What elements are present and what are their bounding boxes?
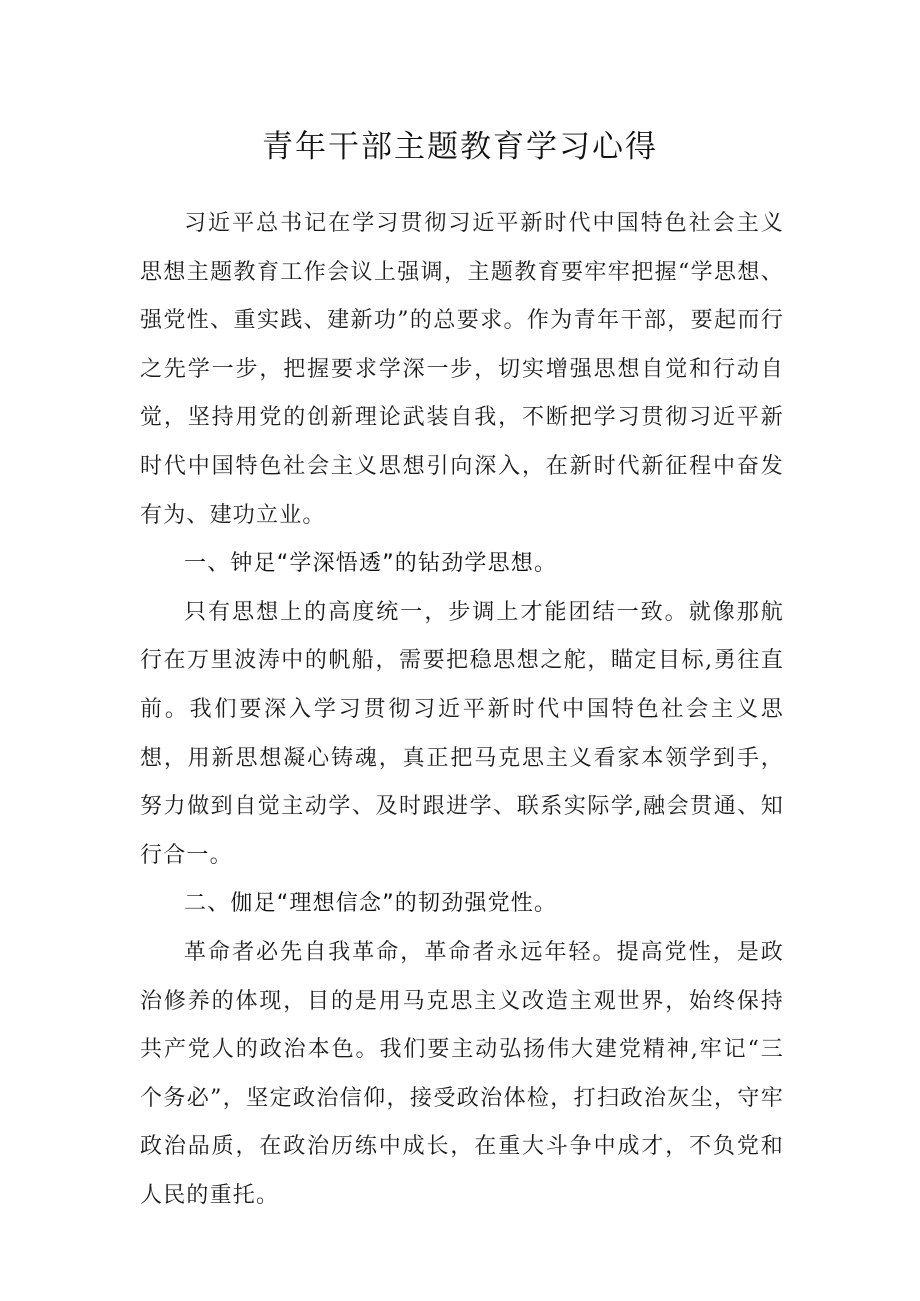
section-heading-1: 一、钟足“学深悟透”的钻劲学思想。: [184, 551, 558, 577]
section-paragraph-1: 只有思想上的高度统一，步调上才能团结一致。就像那航行在万里波涛中的帆船，需要把稳思想之舵，瞄定目标,勇往直前。我们要深入学习贯彻习近平新时代中国特色社会主义思想，用新思想凝心铸魂，真正把马克思主义看家本领学到手，努力做到自觉主动学、及时跟进学、联系实际学,融会贯通、知行合一。: [140, 599, 784, 868]
intro-paragraph: 习近平总书记在学习贯彻习近平新时代中国特色社会主义思想主题教育工作会议上强调，主题教育要牢牢把握“学思想、强党性、重实践、建新功”的总要求。作为青年干部，要起而行之先学一步，把握要求学深一步，切实增强思想自觉和行动自觉，坚持用党的创新理论武装自我，不断把学习贯彻习近平新时代中国特色社会主义思想引向深入，在新时代新征程中奋发有为、建功立业。: [140, 211, 784, 528]
section-heading-2: 二、伽足“理想信念”的韧劲强党性。: [184, 891, 558, 917]
document-body: [140, 200, 784, 1220]
document-title: 青年干部主题教育学习心得: [262, 129, 658, 165]
section-paragraph-2: 革命者必先自我革命，革命者永远年轻。提高党性，是政治修养的体现，目的是用马克思主义改造主观世界，始终保持共产党人的政治本色。我们要主动弘扬伟大建党精神,牢记“三个务必”，坚定政治信仰，接受政治体检，打扫政治灰尘，守牢政治品质，在政治历练中成长，在重大斗争中成才，不负党和人民的重托。: [140, 939, 784, 1208]
